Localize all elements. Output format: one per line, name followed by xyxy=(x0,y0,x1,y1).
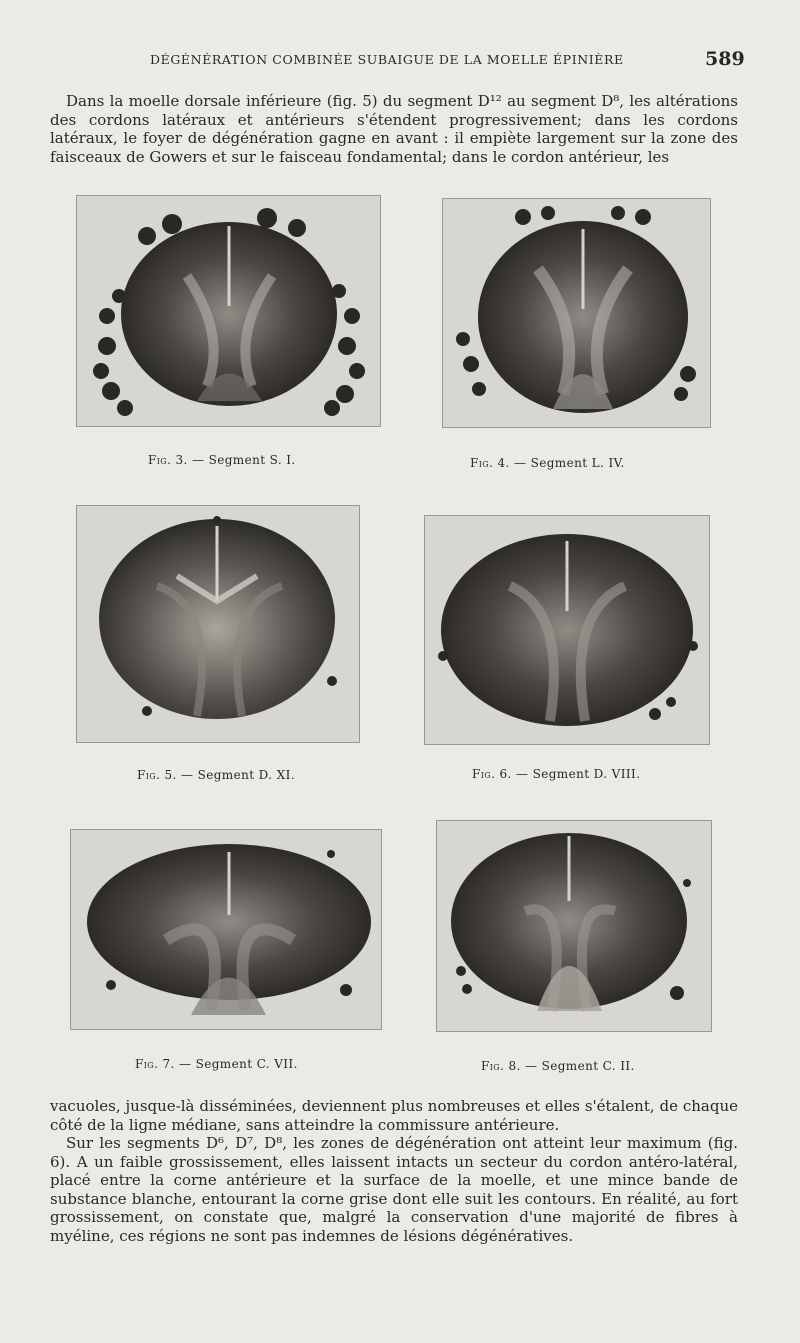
figure-8-title: — Segment C. II. xyxy=(524,1059,635,1073)
page-number: 589 xyxy=(705,48,745,70)
figure-6-image xyxy=(424,515,710,745)
figure-3-image xyxy=(76,195,381,427)
figure-8-label: Fig. 8. xyxy=(481,1059,521,1073)
figure-3-caption xyxy=(148,453,296,467)
figure-4-label: Fig. 4. xyxy=(470,456,510,470)
figure-8-caption xyxy=(481,1059,635,1073)
paragraph-bottom-1: vacuoles, jusque-là disséminées, deviennent plus nombreuses et elles s'étalent, de chaque côté de la ligne médiane, sans atteindre la commissure antérieure. xyxy=(50,1097,738,1134)
figure-5-label: Fig. 5. xyxy=(137,768,177,782)
paragraph-top: Dans la moelle dorsale inférieure (fig. 5) du segment D¹² au segment D⁸, les altérations des cordons latéraux et antérieurs s'étendent progressivement; dans les cordons latéraux, le foyer de dégénération gagne en avant : il empiète largement sur la zone des faisceaux de Gowers et sur le faisceau fondamental; dans le cordon antérieur, les xyxy=(50,92,738,166)
figure-6-caption xyxy=(472,767,640,781)
figure-6-label: Fig. 6. xyxy=(472,767,512,781)
running-title: DÉGÉNÉRATION COMBINÉE SUBAIGUE DE LA MOELLE ÉPINIÈRE xyxy=(150,52,624,67)
figure-5-image xyxy=(76,505,360,743)
figure-7-image xyxy=(70,829,382,1030)
figure-3-title: — Segment S. I. xyxy=(191,453,296,467)
figure-7-label: Fig. 7. xyxy=(135,1057,175,1071)
figure-5-caption xyxy=(137,768,295,782)
figure-5-title: — Segment D. XI. xyxy=(180,768,295,782)
figure-8-image xyxy=(436,820,712,1032)
figure-6-title: — Segment D. VIII. xyxy=(515,767,641,781)
figure-7-title: — Segment C. VII. xyxy=(178,1057,298,1071)
figure-4-title: — Segment L. IV. xyxy=(513,456,625,470)
figure-4-caption xyxy=(470,456,625,470)
paragraph-bottom-2: Sur les segments D⁶, D⁷, D⁸, les zones de dégénération ont atteint leur maximum (fig. 6). A un faible grossissement, elles laissent intacts un secteur du cordon antéro-latéral, placé entre la corne antérieure et la surface de la moelle, et une mince bande de substance blanche, entourant la corne grise dont elle suit les contours. En réalité, au fort grossissement, on constate que, malgré la conservation d'une majorité de fibres à myéline, ces régions ne sont pas indemnes de lésions dégénératives. xyxy=(50,1134,738,1245)
figure-7-caption xyxy=(135,1057,298,1071)
figure-3-label: Fig. 3. xyxy=(148,453,188,467)
figure-4-image xyxy=(442,198,711,428)
